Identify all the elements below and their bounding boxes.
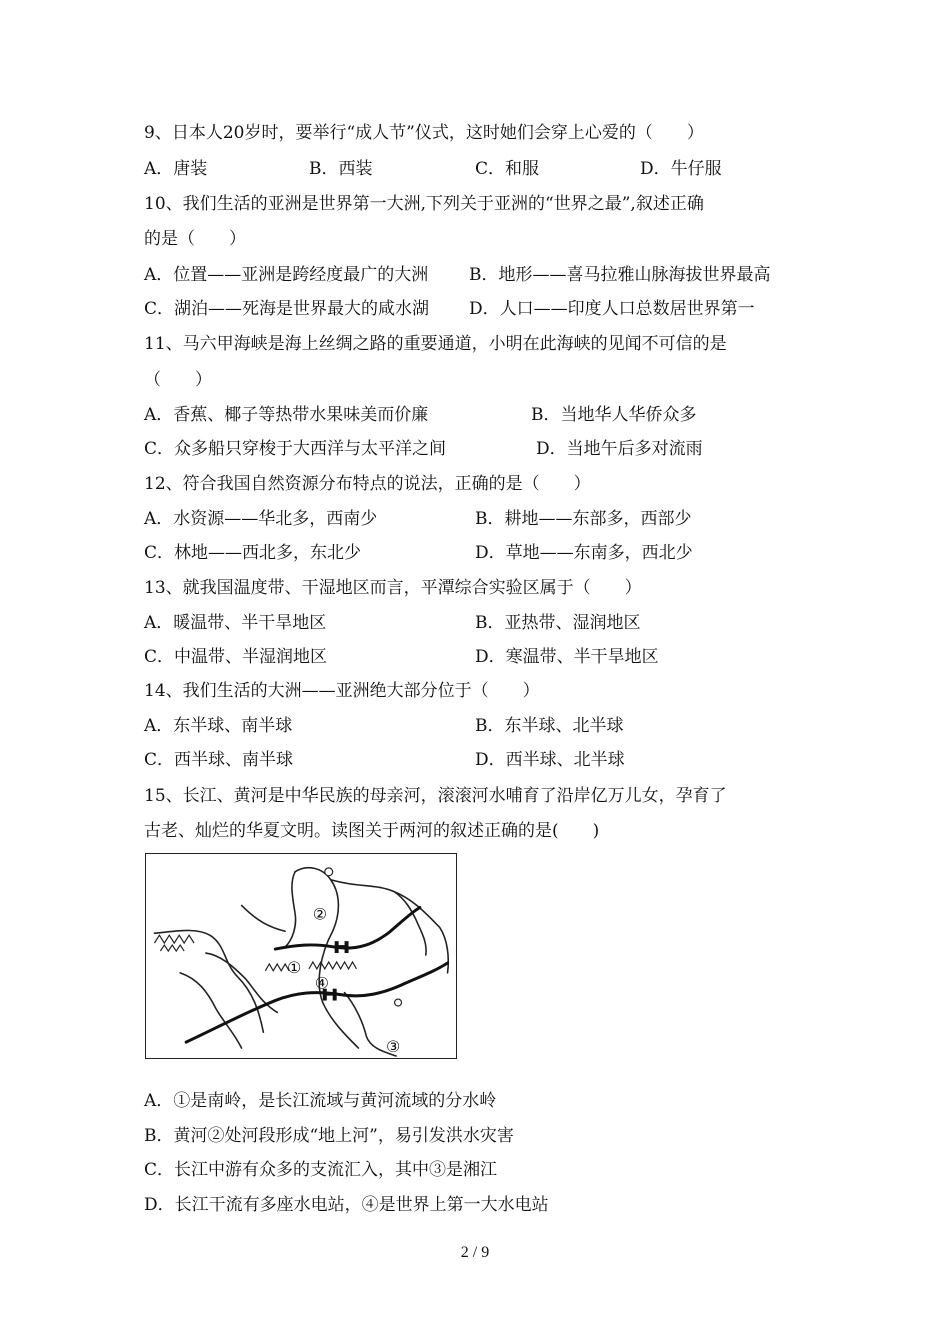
question-11-option-b: B．当地华人华侨众多 (531, 405, 697, 425)
question-12-stem: 12、符合我国自然资源分布特点的说法，正确的是（ ） (144, 474, 591, 494)
question-15-option-c: C．长江中游有众多的支流汇入，其中③是湘江 (144, 1160, 498, 1180)
question-12-option-a: A．水资源——华北多，西南少 (144, 509, 378, 529)
question-15-option-b: B．黄河②处河段形成“地上河”，易引发洪水灾害 (144, 1126, 514, 1146)
question-14-option-a: A．东半球、南半球 (144, 716, 293, 736)
map-tributary-2 (180, 973, 241, 1048)
map-tributary-3 (242, 905, 286, 931)
question-15-stem-line-2: 古老、灿烂的华夏文明。读图关于两河的叙述正确的是( ) (144, 821, 600, 841)
map-mountain-symbols (154, 935, 356, 971)
question-11-stem-line-2: （ ） (144, 370, 212, 390)
question-10-option-c: C．湖泊——死海是世界最大的咸水湖 (144, 299, 430, 319)
question-12-option-b: B．耕地——东部多，西部少 (475, 509, 692, 529)
rivers-map-figure (145, 853, 457, 1059)
question-14-option-c: C．西半球、南半球 (144, 750, 294, 770)
question-10-stem-line-2: 的是（ ） (144, 229, 246, 249)
map-boundary-upper (285, 872, 295, 947)
question-9-stem: 9、日本人20岁时，要举行“成人节”仪式，这时她们会穿上心爱的（ ） (144, 123, 704, 143)
question-14-option-d: D．西半球、北半球 (475, 750, 625, 770)
question-13-stem: 13、就我国温度带、干湿地区而言，平潭综合实验区属于（ ） (144, 578, 642, 598)
page-number: 2 / 9 (460, 1244, 490, 1261)
question-9-option-c: C．和服 (475, 159, 540, 179)
map-coastline-north (295, 868, 358, 1048)
question-11-option-a: A．香蕉、椰子等热带水果味美而价廉 (144, 405, 429, 425)
question-14-option-b: B．东半球、北半球 (475, 716, 624, 736)
question-9-option-d: D．牛仔服 (640, 159, 722, 179)
question-10-option-a: A．位置——亚洲是跨经度最广的大洲 (144, 265, 429, 285)
question-13-option-d: D．寒温带、半干旱地区 (475, 647, 659, 667)
map-label-1: ① (287, 957, 302, 977)
question-10-option-d: D．人口——印度人口总数居世界第一 (469, 299, 755, 319)
map-label-2: ② (312, 904, 328, 924)
question-14-stem: 14、我们生活的大洲——亚洲绝大部分位于（ ） (144, 681, 540, 701)
map-label-4: ④ (314, 973, 330, 993)
question-15-stem-line-1: 15、长江、黄河是中华民族的母亲河，滚滚河水哺育了沿岸亿万儿女，孕育了 (144, 786, 727, 806)
question-15-option-a: A．①是南岭，是长江流域与黄河流域的分水岭 (144, 1091, 497, 1111)
question-9-option-a: A．唐装 (144, 159, 208, 179)
question-15-option-d: D．长江干流有多座水电站，④是世界上第一大水电站 (144, 1195, 549, 1215)
map-coastline-east (331, 880, 449, 973)
question-11-option-c: C．众多船只穿梭于大西洋与太平洋之间 (144, 439, 447, 459)
question-12-option-d: D．草地——东南多，西北少 (475, 543, 693, 563)
question-9-option-b: B．西装 (309, 159, 373, 179)
question-10-stem-line-1: 10、我们生活的亚洲是世界第一大洲,下列关于亚洲的“世界之最”,叙述正确 (144, 194, 704, 214)
map-label-3: ③ (386, 1037, 401, 1057)
question-11-option-d: D．当地午后多对流雨 (536, 439, 703, 459)
question-13-option-c: C．中温带、半湿润地区 (144, 647, 328, 667)
question-13-option-a: A．暖温带、半干旱地区 (144, 613, 327, 633)
question-11-stem-line-1: 11、马六甲海峡是海上丝绸之路的重要通道，小明在此海峡的见闻不可信的是 (144, 334, 727, 354)
question-12-option-c: C．林地——西北多，东北少 (144, 543, 362, 563)
question-13-option-b: B．亚热带、湿润地区 (475, 613, 641, 633)
question-10-option-b: B．地形——喜马拉雅山脉海拔世界最高 (469, 265, 771, 285)
